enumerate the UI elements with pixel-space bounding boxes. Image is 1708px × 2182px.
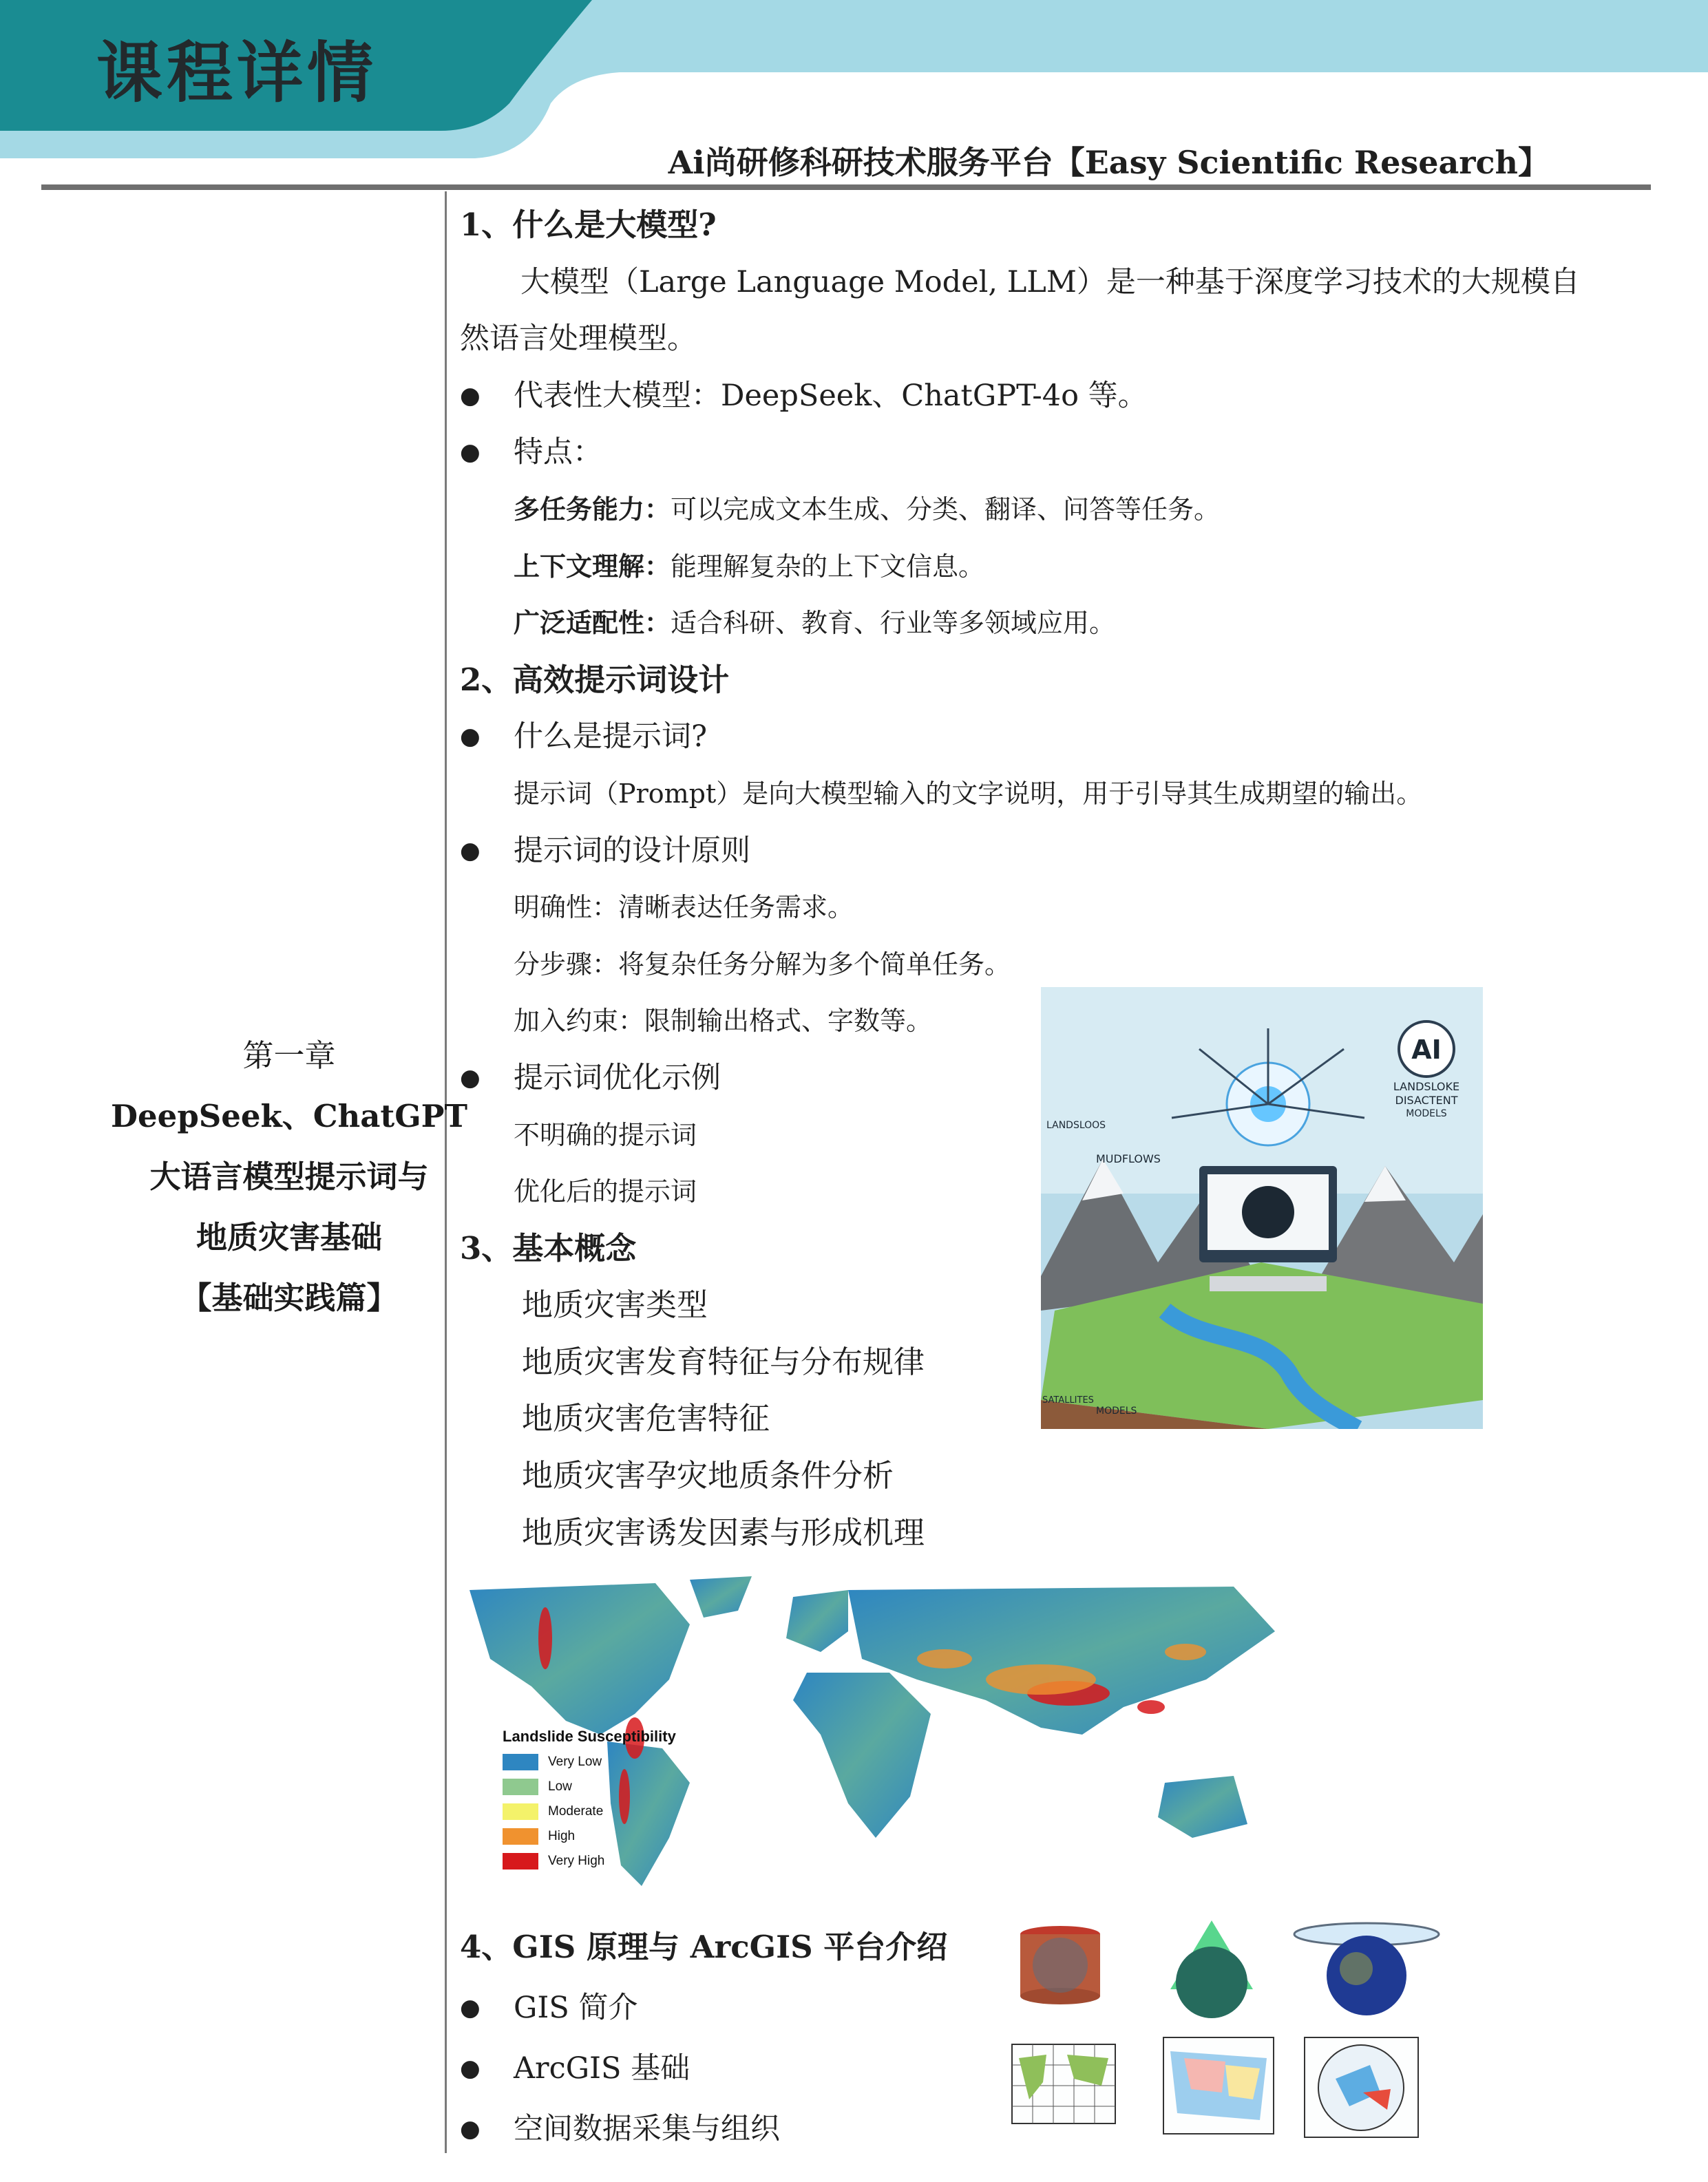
example-item: 优化后的提示词	[514, 1176, 697, 1207]
legend-item	[503, 1775, 676, 1799]
legend-swatch	[503, 1754, 538, 1770]
ai-illustration-label: MODELS	[1406, 1108, 1447, 1119]
section-heading: 4、GIS 原理与 ArcGIS 平台介绍	[460, 1929, 948, 1965]
legend-swatch	[503, 1779, 538, 1795]
concept-item: 地质灾害诱发因素与形成机理	[522, 1514, 925, 1551]
paragraph-line: 提示词（Prompt）是向大模型输入的文字说明，用于引导其生成期望的输出。	[514, 778, 1423, 809]
concept-item: 地质灾害类型	[522, 1286, 708, 1324]
ai-illustration-label: DISACTENT	[1395, 1094, 1458, 1107]
bullet-item: ● 提示词优化示例	[460, 1050, 1534, 1107]
concept-item: 地质灾害危害特征	[522, 1400, 770, 1437]
legend-label: High	[548, 1829, 576, 1843]
chapter-number: 第一章	[242, 1037, 336, 1074]
ai-illustration-label: LANDSLOOS	[1046, 1120, 1106, 1131]
chapter-line: DeepSeek、ChatGPT	[111, 1098, 467, 1134]
map-legend	[503, 1728, 676, 1874]
paragraph-line: 然语言处理模型。	[460, 321, 697, 357]
feature-item	[460, 481, 1534, 538]
header-divider	[41, 184, 1651, 190]
legend-label: Very High	[548, 1854, 605, 1868]
cylindrical-projection-icon	[1020, 1926, 1100, 2004]
legend-title: Landslide Susceptibility	[503, 1728, 676, 1745]
conic-map-icon	[1163, 2037, 1274, 2134]
legend-swatch	[503, 1803, 538, 1820]
chapter-line: 【基础实践篇】	[180, 1280, 398, 1316]
ai-illustration-label: MODELS	[1096, 1406, 1137, 1417]
cylindrical-map-icon	[1012, 2044, 1115, 2123]
conic-projection-icon	[1170, 1920, 1253, 2018]
page-title: 课程详情	[96, 34, 377, 112]
map-projection-figures	[1005, 1920, 1446, 2148]
legend-item	[503, 1799, 676, 1824]
ai-illustration-label: MUDFLOWS	[1096, 1152, 1161, 1165]
section-heading: 2、高效提示词设计	[460, 661, 730, 698]
legend-label: Moderate	[548, 1804, 604, 1819]
legend-item	[503, 1824, 676, 1849]
bullet-item: ● 什么是提示词?	[460, 708, 1534, 765]
concept-item: 地质灾害孕灾地质条件分析	[522, 1457, 894, 1494]
paragraph-line: 大模型（Large Language Model, LLM）是一种基于深度学习技术的大规模自	[520, 264, 1580, 299]
bullet-item: ● 空间数据采集与组织	[460, 2099, 1011, 2159]
bullet-item: ● 提示词的设计原则	[460, 823, 1534, 880]
legend-item	[503, 1849, 676, 1874]
chapter-line: 地质灾害基础	[196, 1219, 382, 1256]
section-heading: 1、什么是大模型?	[460, 206, 717, 243]
legend-label: Very Low	[548, 1755, 602, 1769]
legend-label: Low	[548, 1779, 572, 1794]
ai-geohazard-illustration	[1041, 987, 1483, 1429]
principle-item: 明确性：清晰表达任务需求。	[514, 892, 854, 923]
bullet-item: ● GIS 简介	[460, 1978, 1011, 2038]
feature-text: 适合科研、教育、行业等多领域应用。	[671, 608, 1116, 639]
azimuthal-map-icon	[1305, 2037, 1418, 2137]
feature-item	[460, 538, 1534, 595]
feature-text: 可以完成文本生成、分类、翻译、问答等任务。	[671, 494, 1221, 525]
feature-item	[460, 595, 1534, 652]
bullet-item: ● ArcGIS 基础	[460, 2038, 1011, 2099]
bullet-item: ● 特点：	[460, 424, 1534, 481]
legend-item	[503, 1750, 676, 1775]
feature-label: 广泛适配性：	[514, 607, 671, 639]
feature-text: 能理解复杂的上下文信息。	[671, 551, 985, 582]
feature-label: 多任务能力：	[514, 493, 671, 525]
azimuthal-projection-icon	[1294, 1923, 1439, 2015]
principle-item: 加入约束：限制输出格式、字数等。	[514, 1006, 933, 1037]
chapter-line: 大语言模型提示词与	[149, 1158, 429, 1195]
bullet-item: ● 代表性大模型：DeepSeek、ChatGPT-4o 等。	[460, 368, 1534, 425]
legend-swatch	[503, 1828, 538, 1845]
concept-item: 地质灾害发育特征与分布规律	[522, 1343, 925, 1380]
chapter-title	[55, 1026, 523, 1328]
principle-item: 分步骤：将复杂任务分解为多个简单任务。	[514, 949, 1011, 979]
section-gis	[460, 1917, 1011, 2159]
ai-illustration-label: LANDSLOKE	[1393, 1080, 1460, 1093]
section-heading: 3、基本概念	[460, 1229, 637, 1267]
feature-label: 上下文理解：	[514, 550, 671, 582]
ai-illustration-label: SATALLITES	[1042, 1395, 1094, 1406]
legend-swatch	[503, 1853, 538, 1869]
platform-name: Ai尚研修科研技术服务平台【Easy Scientific Research】	[668, 144, 1550, 181]
example-item: 不明确的提示词	[514, 1119, 697, 1150]
ai-label: AI	[1411, 1035, 1442, 1065]
